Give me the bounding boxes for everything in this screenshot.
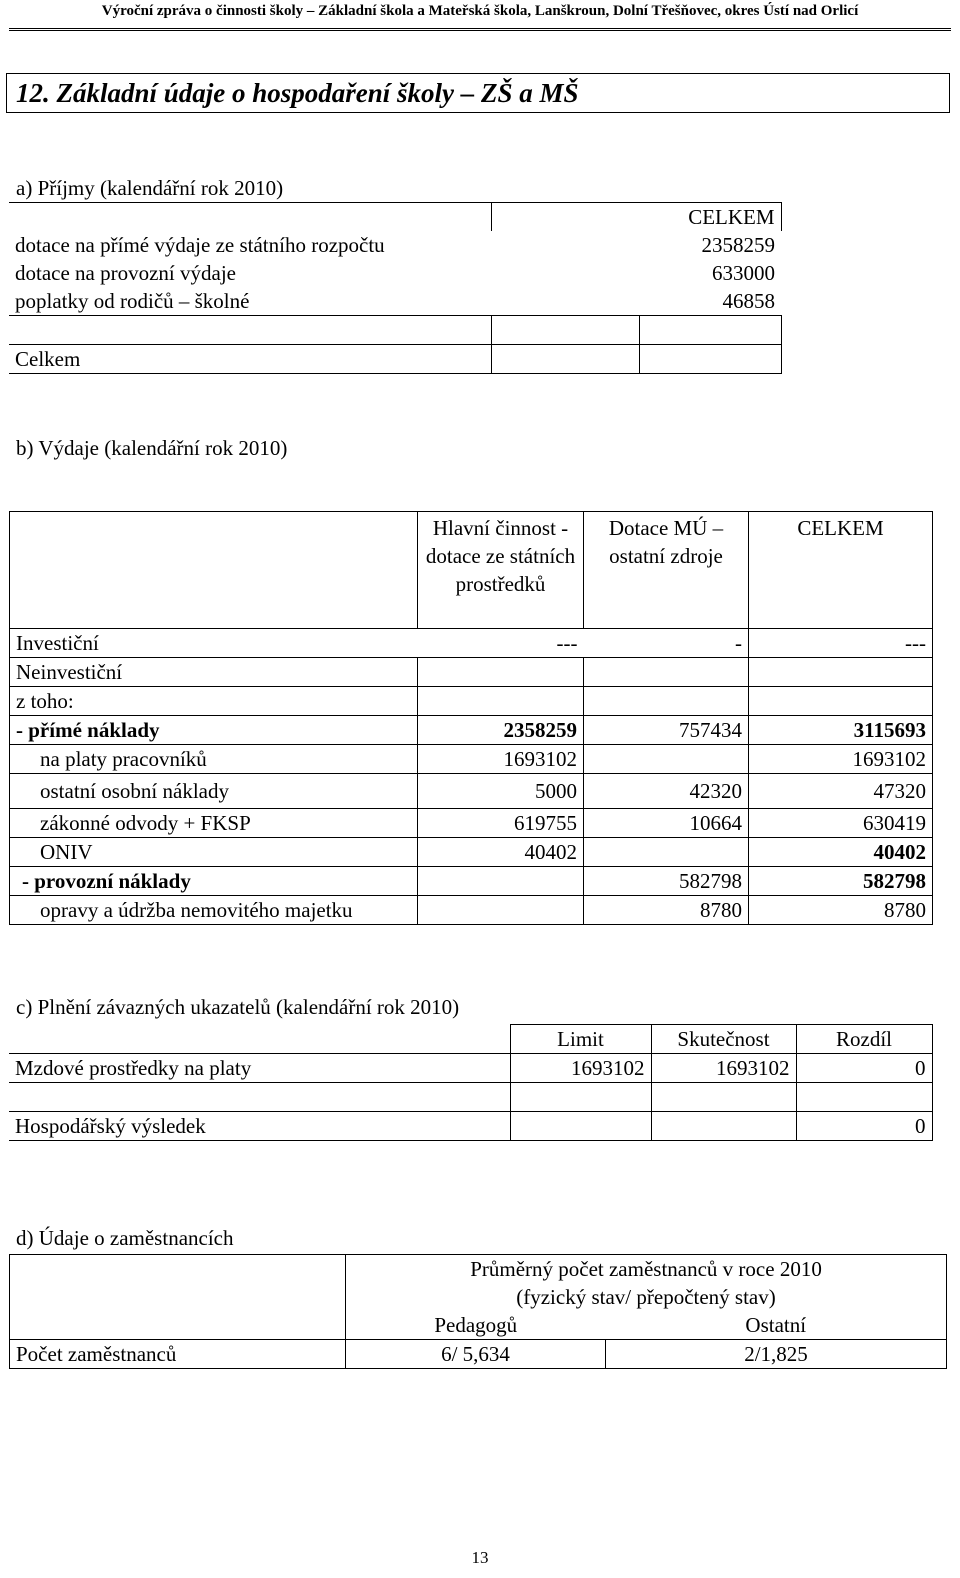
indicators-label: Mzdové prostředky na platy bbox=[9, 1054, 510, 1083]
expense-value: 47320 bbox=[749, 774, 933, 809]
table-row bbox=[9, 203, 781, 232]
expense-col-header: Hlavní činnost - dotace ze státních prostředků bbox=[418, 512, 584, 629]
employees-title: d) Údaje o zaměstnancích bbox=[16, 1226, 234, 1250]
income-table bbox=[9, 202, 782, 374]
expense-col-header: Dotace MÚ – ostatní zdroje bbox=[584, 512, 749, 629]
table-row bbox=[10, 867, 933, 896]
table-row bbox=[10, 1340, 947, 1369]
table-row bbox=[9, 1112, 932, 1141]
expense-label: - přímé náklady bbox=[10, 716, 418, 745]
expense-value: 630419 bbox=[749, 809, 933, 838]
employees-value: 6/ 5,634 bbox=[346, 1340, 606, 1369]
employees-col-header: Pedagogů bbox=[346, 1311, 606, 1340]
table-row bbox=[9, 316, 781, 345]
indicators-value: 1693102 bbox=[510, 1054, 651, 1083]
income-title: a) Příjmy (kalendářní rok 2010) bbox=[16, 176, 284, 200]
income-label: dotace na přímé výdaje ze státního rozpočtu bbox=[15, 233, 385, 257]
table-row bbox=[10, 512, 933, 629]
table-row bbox=[10, 629, 933, 658]
employees-header-sub: (fyzický stav/ přepočtený stav) bbox=[346, 1283, 947, 1311]
document-header: Výroční zpráva o činnosti školy – Základní škola a Mateřská škola, Lanškroun, Dolní Třešňovec, okres Ústí nad Orlicí bbox=[101, 3, 859, 19]
expense-label: na platy pracovníků bbox=[10, 745, 418, 774]
income-value: 46858 bbox=[491, 287, 781, 316]
indicators-value: 0 bbox=[796, 1054, 932, 1083]
expense-value: 3115693 bbox=[749, 716, 933, 745]
income-label: dotace na provozní výdaje bbox=[15, 261, 236, 285]
table-row bbox=[10, 809, 933, 838]
expense-value bbox=[418, 867, 584, 896]
expense-label: zákonné odvody + FKSP bbox=[10, 809, 418, 838]
expense-value: --- bbox=[749, 629, 933, 658]
table-row bbox=[10, 658, 933, 687]
page-number: 13 bbox=[471, 1548, 489, 1567]
table-row bbox=[10, 745, 933, 774]
income-value: 2358259 bbox=[701, 233, 776, 257]
table-row bbox=[9, 287, 781, 316]
employees-value: 2/1,825 bbox=[606, 1340, 947, 1369]
table-row bbox=[10, 838, 933, 867]
expense-label: ONIV bbox=[10, 838, 418, 867]
expense-table bbox=[9, 511, 933, 925]
table-row bbox=[9, 231, 781, 259]
employees-header: Průměrný počet zaměstnanců v roce 2010 bbox=[346, 1255, 947, 1284]
income-value: 633000 bbox=[712, 261, 776, 285]
indicators-value: 1693102 bbox=[651, 1054, 796, 1083]
table-row bbox=[9, 1054, 932, 1083]
expense-label: Investiční bbox=[10, 629, 418, 658]
indicators-title: c) Plnění závazných ukazatelů (kalendářní rok 2010) bbox=[16, 995, 460, 1019]
expense-label: - provozní náklady bbox=[10, 867, 418, 896]
expense-value: 42320 bbox=[584, 774, 749, 809]
table-row bbox=[9, 345, 781, 374]
expense-value: 582798 bbox=[749, 867, 933, 896]
expense-title: b) Výdaje (kalendářní rok 2010) bbox=[16, 436, 288, 460]
indicators-table bbox=[9, 1024, 933, 1141]
header-rule bbox=[9, 28, 951, 31]
expense-value bbox=[418, 896, 584, 925]
income-total-label: Celkem bbox=[9, 345, 491, 374]
indicators-col-header: Limit bbox=[510, 1025, 651, 1054]
expense-value: 1693102 bbox=[418, 745, 584, 774]
employees-col-header: Ostatní bbox=[606, 1311, 947, 1340]
table-row bbox=[10, 1255, 947, 1284]
indicators-col-header: Rozdíl bbox=[796, 1025, 932, 1054]
section-title: 12. Základní údaje o hospodaření školy – ZŠ a MŠ bbox=[16, 78, 579, 108]
expense-value: 619755 bbox=[418, 809, 584, 838]
expense-value: 8780 bbox=[749, 896, 933, 925]
expense-value bbox=[584, 838, 749, 867]
expense-col-header: CELKEM bbox=[749, 512, 933, 629]
expense-label: Neinvestiční bbox=[10, 658, 418, 687]
expense-label: ostatní osobní náklady bbox=[10, 774, 418, 809]
expense-value: 2358259 bbox=[418, 716, 584, 745]
expense-value: 1693102 bbox=[749, 745, 933, 774]
income-col-header: CELKEM bbox=[491, 203, 781, 232]
income-label: poplatky od rodičů – školné bbox=[9, 287, 491, 316]
table-row bbox=[10, 687, 933, 716]
indicators-col-header: Skutečnost bbox=[651, 1025, 796, 1054]
indicators-label: Hospodářský výsledek bbox=[9, 1112, 510, 1141]
table-row bbox=[10, 774, 933, 809]
indicators-value: 0 bbox=[796, 1112, 932, 1141]
employees-label: Počet zaměstnanců bbox=[10, 1340, 346, 1369]
table-row bbox=[9, 1083, 932, 1112]
expense-label: z toho: bbox=[10, 687, 418, 716]
expense-value: - bbox=[584, 629, 749, 658]
expense-value bbox=[584, 745, 749, 774]
expense-value: 40402 bbox=[418, 838, 584, 867]
employees-table bbox=[9, 1254, 947, 1369]
expense-label: opravy a údržba nemovitého majetku bbox=[10, 896, 418, 925]
table-row bbox=[10, 716, 933, 745]
table-row bbox=[9, 259, 781, 287]
table-row bbox=[10, 896, 933, 925]
expense-value: 757434 bbox=[584, 716, 749, 745]
expense-value: 40402 bbox=[749, 838, 933, 867]
expense-value: --- bbox=[418, 629, 584, 658]
expense-value: 8780 bbox=[584, 896, 749, 925]
expense-value: 10664 bbox=[584, 809, 749, 838]
expense-value: 582798 bbox=[584, 867, 749, 896]
expense-value: 5000 bbox=[418, 774, 584, 809]
table-row bbox=[9, 1025, 932, 1054]
